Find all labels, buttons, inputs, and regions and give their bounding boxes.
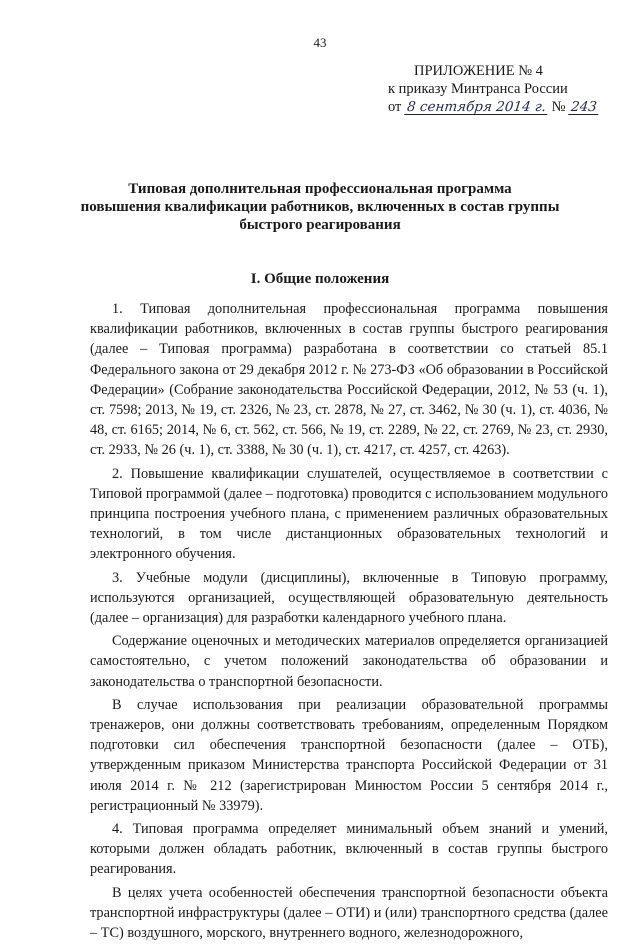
paragraph: Содержание оценочных и методических материалов определяется организацией самостоятельно, с учетом положений законодательства об образовании и законодательства о транспортной безопасности. (90, 633, 608, 690)
document-title (60, 180, 580, 234)
appendix-block (388, 62, 628, 116)
page-number: 43 (313, 35, 327, 50)
paragraph: 3. Учебные модули (дисциплины), включенные в Типовую программу, используются организацией, осуществляющей образовательную деятельность (далее – организация) для разработки календарного учебного плана. (90, 569, 608, 627)
appendix-date-line (388, 98, 628, 116)
number-prefix: № (551, 99, 566, 115)
title-line: Типовая дополнительная профессиональная программа (128, 181, 512, 197)
paragraph: 2. Повышение квалификации слушателей, осуществляемое в соответствии с Типовой программой (далее – подготовка) проводится с использованием модульного принципа построения учебного плана, с применением различных образовательных технологий, в том числе дистанционных образовательных технологий и электронного обучения. (90, 465, 608, 563)
title-line: повышения квалификации работников, включенных в состав группы (80, 199, 560, 215)
section-heading: I. Общие положения (250, 271, 390, 287)
title-line: быстрого реагирования (239, 217, 401, 233)
paragraph: В случае использования при реализации образовательной программы тренажеров, они должны соответствовать требованиям, определенным Порядком подготовки сил обеспечения транспортной безопасности (далее – ОТБ), утвержденным приказом Министерства транспорта Российской Федерации от 31 июля 2014 г. № 212 (зарегистрирован Минюстом России 5 сентября 2014 г., регистрационный № 33979). (90, 696, 608, 814)
body-text (90, 299, 608, 946)
paragraph: 4. Типовая программа определяет минимальный объем знаний и умений, которыми должен обладать работник, включенный в состав группы быстрого реагирования. (90, 821, 608, 878)
paragraph: В целях учета особенностей обеспечения транспортной безопасности объекта транспортной инфраструктуры (далее – ОТИ) и (или) транспортного средства (далее – ТС) воздушного, морского, внутреннего водного, железнодорожного, (90, 884, 608, 942)
appendix-title: ПРИЛОЖЕНИЕ № 4 (414, 63, 543, 79)
handwritten-number: 243 (570, 99, 598, 115)
appendix-order-line: к приказу Минтранса России (388, 81, 568, 97)
handwritten-date: 8 сентября 2014 г. (406, 99, 547, 115)
date-prefix: от (388, 99, 402, 115)
paragraph: 1. Типовая дополнительная профессиональная программа повышения квалификации работников, включенных в состав группы быстрого реагирования (далее – Типовая программа) разработана в соответствии со статьей 85.1 Федерального закона от 29 декабря 2012 г. № 273-ФЗ «Об образовании в Российской Федерации» (Собрание законодательства Российской Федерации, 2012, № 53 (ч. 1), ст. 7598; 2013, № 19, ст. 2326, № 23, ст. 2878, № 27, ст. 3462, № 30 (ч. 1), ст. 4036, № 48, ст. 6165; 2014, № 6, ст. 562, ст. 566, № 19, ст. 2289, № 22, ст. 2769, № 23, ст. 2930, ст. 2933, № 26 (ч. 1), ст. 3388, № 30 (ч. 1), ст. 4217, ст. 4257, ст. 4263). (90, 301, 608, 459)
